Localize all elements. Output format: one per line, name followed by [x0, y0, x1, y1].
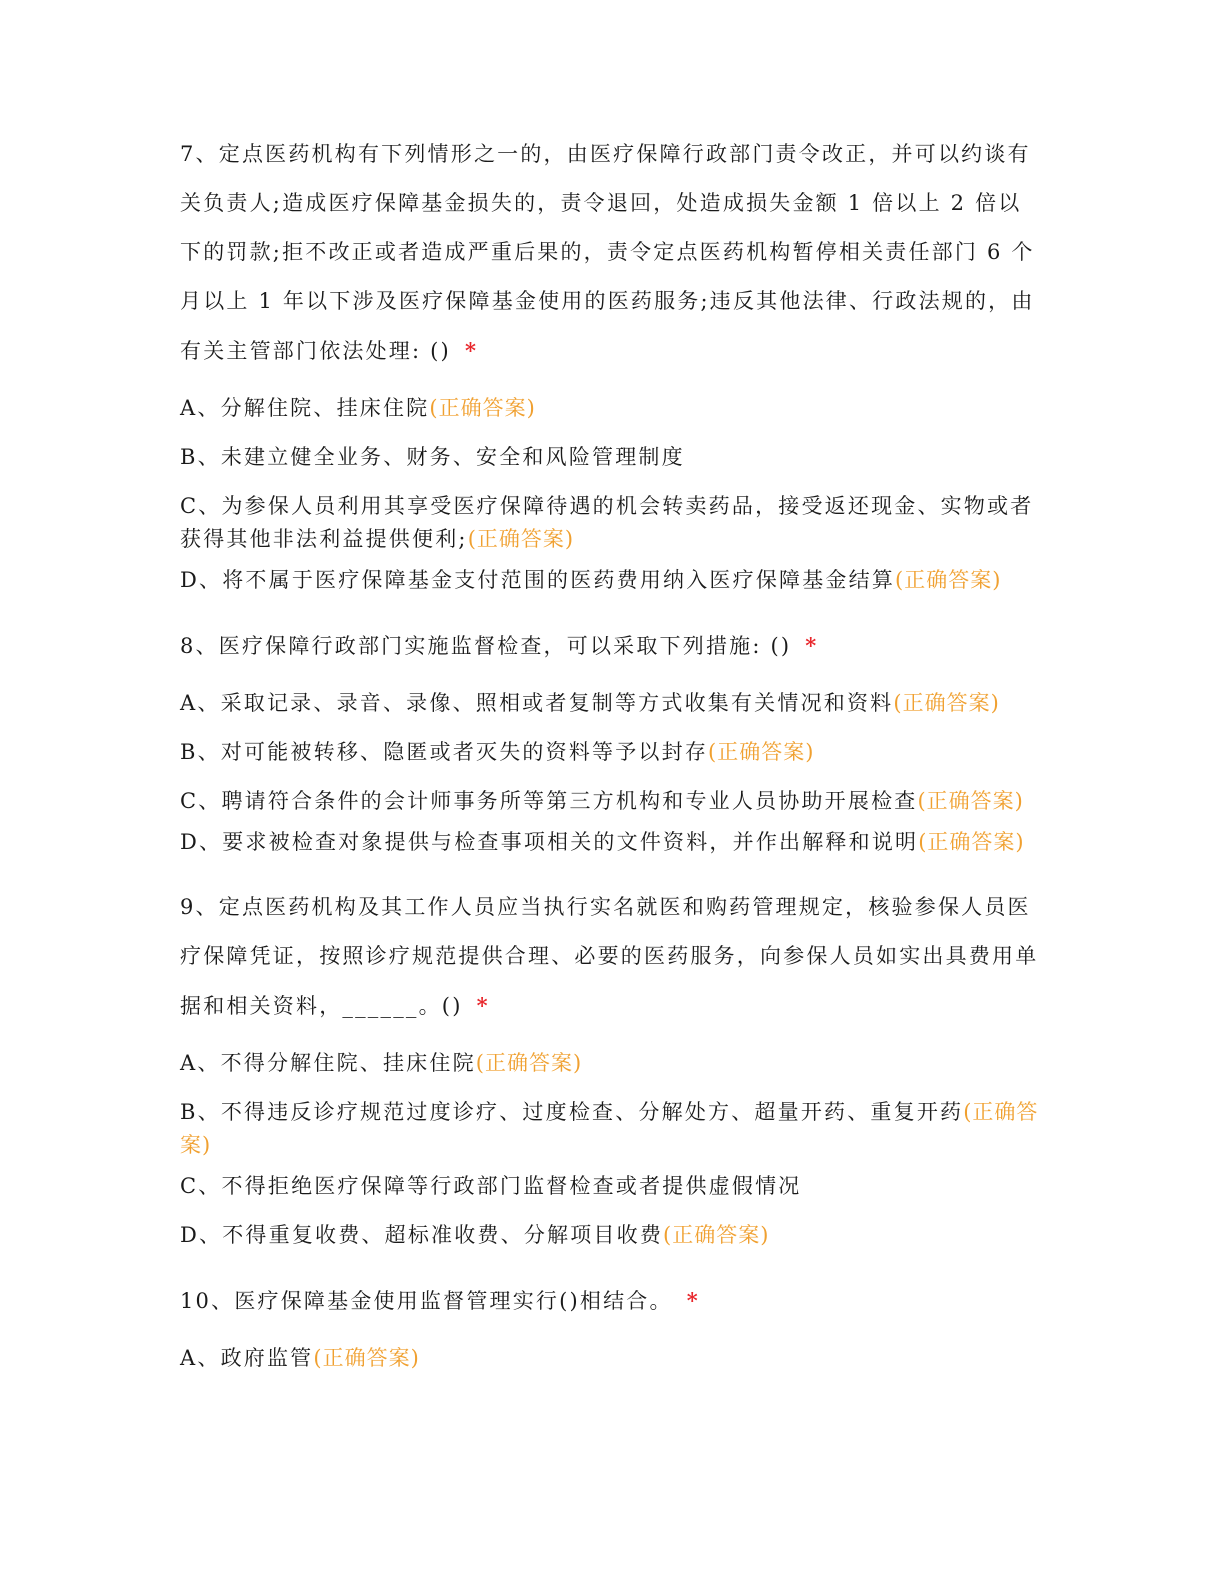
question-10: [180, 1276, 1040, 1375]
question-text: [180, 1276, 1040, 1326]
option-label: A、分解住院、挂床住院: [180, 396, 430, 420]
option-a[interactable]: [180, 1047, 1040, 1080]
quiz-page: [180, 130, 1040, 1399]
option-a[interactable]: [180, 392, 1040, 425]
option-list: [180, 392, 1040, 597]
required-mark: *: [476, 993, 490, 1018]
correct-answer-tag: (正确答案): [180, 1100, 1039, 1157]
option-label: C、聘请符合条件的会计师事务所等第三方机构和专业人员协助开展检查: [180, 789, 918, 813]
required-mark: *: [686, 1288, 700, 1313]
question-text: [180, 621, 1040, 671]
required-mark: *: [805, 633, 819, 658]
option-label: A、采取记录、录音、录像、照相或者复制等方式收集有关情况和资料: [180, 691, 894, 715]
option-a[interactable]: [180, 687, 1040, 720]
question-8: [180, 621, 1040, 859]
option-label: A、政府监管: [180, 1346, 314, 1370]
option-list: [180, 1047, 1040, 1252]
option-label: B、不得违反诊疗规范过度诊疗、过度检查、分解处方、超量开药、重复开药: [180, 1100, 964, 1124]
correct-answer-tag: (正确答案): [918, 830, 1025, 854]
correct-answer-tag: (正确答案): [429, 396, 536, 420]
option-label: B、对可能被转移、隐匿或者灭失的资料等予以封存: [180, 740, 709, 764]
option-label: D、将不属于医疗保障基金支付范围的医药费用纳入医疗保障基金结算: [180, 568, 896, 592]
correct-answer-tag: (正确答案): [895, 568, 1002, 592]
option-label: A、不得分解住院、挂床住院: [180, 1051, 476, 1075]
correct-answer-tag: (正确答案): [467, 527, 575, 551]
correct-answer-tag: (正确答案): [663, 1223, 770, 1247]
option-a[interactable]: [180, 1342, 1040, 1375]
required-mark: *: [464, 338, 479, 363]
option-b[interactable]: [180, 441, 1040, 474]
correct-answer-tag: (正确答案): [708, 740, 815, 764]
question-7: [180, 130, 1040, 597]
option-d[interactable]: [180, 564, 1040, 597]
question-text: [180, 130, 1040, 376]
correct-answer-tag: (正确答案): [893, 691, 1000, 715]
question-stem: 7、定点医药机构有下列情形之一的，由医疗保障行政部门责令改正，并可以约谈有关负责人;造成医疗保障基金损失的，责令退回，处造成损失金额 1 倍以上 2 倍以下的罚款;拒不改正或者造成严重后果的，责令定点医药机构暂停相关责任部门 6 个月以上 1 年以下涉及医疗保障基金使用的医药服务;违反其他法律、行政法规的，由有关主管部门依法处理: (): [180, 142, 1035, 363]
question-text: [180, 883, 1040, 1031]
option-label: C、为参保人员利用其享受医疗保障待遇的机会转卖药品，接受返还现金、实物或者获得其他非法利益提供便利;: [180, 494, 1034, 551]
option-label: B、未建立健全业务、财务、安全和风险管理制度: [180, 445, 685, 469]
question-stem: 9、定点医药机构及其工作人员应当执行实名就医和购药管理规定，核验参保人员医疗保障凭证，按照诊疗规范提供合理、必要的医药服务，向参保人员如实出具费用单据和相关资料，______。(): [180, 895, 1039, 1018]
question-9: [180, 883, 1040, 1252]
option-b[interactable]: [180, 736, 1040, 769]
correct-answer-tag: (正确答案): [313, 1346, 420, 1370]
option-c[interactable]: [180, 490, 1040, 556]
option-label: C、不得拒绝医疗保障等行政部门监督检查或者提供虚假情况: [180, 1174, 802, 1198]
correct-answer-tag: (正确答案): [475, 1051, 583, 1075]
option-d[interactable]: [180, 826, 1040, 859]
option-label: D、要求被检查对象提供与检查事项相关的文件资料，并作出解释和说明: [180, 830, 919, 854]
option-c[interactable]: [180, 1170, 1040, 1203]
question-stem: 10、医疗保障基金使用监督管理实行()相结合。: [180, 1289, 673, 1313]
correct-answer-tag: (正确答案): [917, 789, 1024, 813]
option-list: [180, 1342, 1040, 1375]
option-list: [180, 687, 1040, 859]
option-d[interactable]: [180, 1219, 1040, 1252]
option-b[interactable]: [180, 1096, 1040, 1162]
question-stem: 8、医疗保障行政部门实施监督检查，可以采取下列措施: (): [180, 634, 792, 658]
option-label: D、不得重复收费、超标准收费、分解项目收费: [180, 1223, 664, 1247]
option-c[interactable]: [180, 785, 1040, 818]
